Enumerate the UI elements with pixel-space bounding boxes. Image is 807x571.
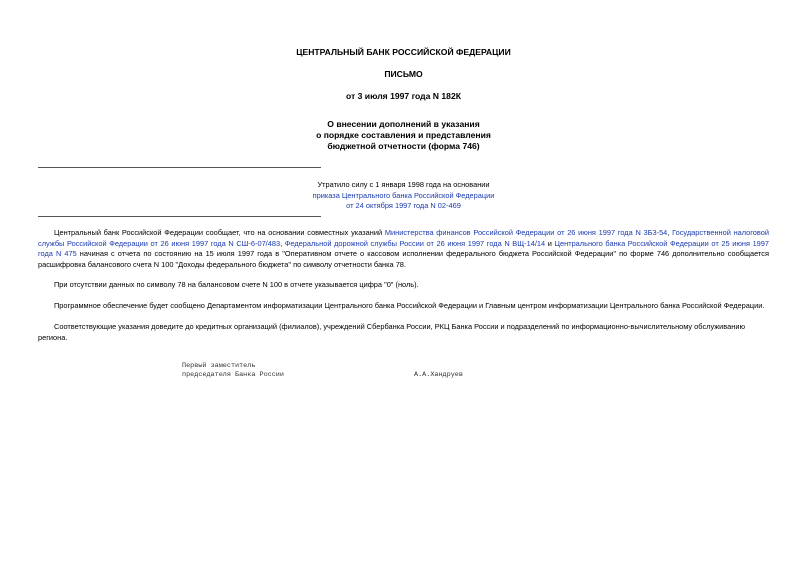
- divider-top: [38, 167, 321, 168]
- status-text: Утратило силу с 1 января 1998 года на основании: [317, 180, 490, 189]
- paragraph-text: начиная с отчета по состоянию на 15 июля 1997 года в "Оперативном отчете о кассовом исполнении федерального бюджета Российской Федерации" по форме 746 дополнительно сообщается расшифровка балансового счета N 100 "Доходы федерального бюджета" по символу отчетности банка 78.: [38, 249, 769, 269]
- title-line: бюджетной отчетности (форма 746): [327, 141, 480, 151]
- road-service-instruction-link[interactable]: Федеральной дорожной службы России от 26 июня 1997 года N ВЩ-14/14: [284, 238, 546, 248]
- paragraph-instructions: Соответствующие указания доведите до кредитных организаций (филиалов), учреждений Сбербанка России, РКЦ Банка России и подразделений по информационно-вычислительному обслуживанию региона.: [38, 322, 746, 342]
- tax-service-instruction-link[interactable]: Государственной налоговой службы Российской Федерации от 26 июня 1997 года N СШ-6-07/483: [38, 228, 769, 248]
- divider-bottom: [38, 216, 321, 217]
- repeal-order-link[interactable]: приказа Центрального банка Российской Федерации: [312, 190, 495, 200]
- paragraph-text: Центральный банк Российской Федерации сообщает, что на основании совместных указаний: [54, 228, 383, 237]
- document-title: [0, 119, 807, 152]
- title-line: о порядке составления и представления: [316, 130, 491, 140]
- document-type: ПИСЬМО: [384, 69, 423, 79]
- minfin-instruction-link[interactable]: Министерства финансов Российской Федерации от 26 июня 1997 года N 3Б3-54: [384, 228, 668, 237]
- central-bank-instruction-link[interactable]: Центрального банка Российской Федерации от 25 июня 1997 года N 475: [38, 238, 770, 258]
- signatory-name: А.А.Хандруев: [414, 371, 463, 379]
- separator: ,: [280, 238, 283, 248]
- paragraph-zero-value: При отсутствии данных по символу 78 на балансовом счете N 100 в отчете указывается цифра "0" (ноль).: [54, 280, 419, 289]
- title-line: О внесении дополнений в указания: [327, 119, 480, 129]
- signatory-position-2: председателя Банка России: [182, 371, 284, 379]
- separator: и: [547, 238, 552, 248]
- separator: ,: [667, 228, 670, 237]
- issuing-organization: ЦЕНТРАЛЬНЫЙ БАНК РОССИЙСКОЙ ФЕДЕРАЦИИ: [296, 47, 511, 57]
- signatory-position: Первый заместитель: [182, 362, 256, 370]
- document-date-number: от 3 июля 1997 года N 182К: [346, 91, 461, 101]
- status-note: [280, 180, 527, 212]
- repeal-order-link-date[interactable]: от 24 октября 1997 года N 02-469: [346, 201, 461, 210]
- paragraph-main: [38, 228, 769, 270]
- paragraph-software: Программное обеспечение будет сообщено Департаментом информатизации Центрального банка Российской Федерации и Главным центром информатизации Центрального банка Российской Федерации.: [54, 301, 765, 310]
